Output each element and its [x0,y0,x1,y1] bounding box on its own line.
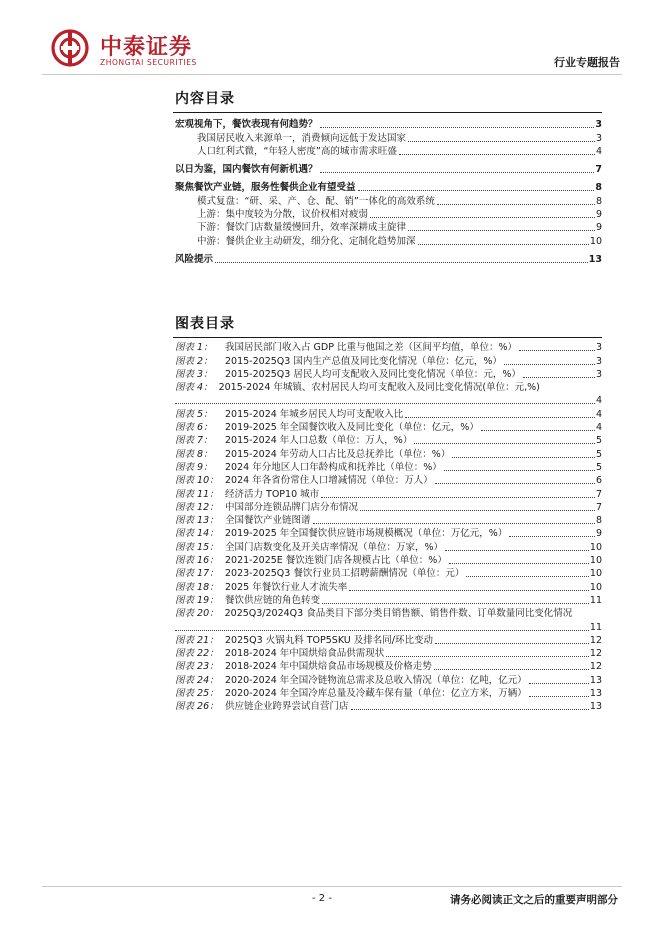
figure-entry-page: 6 [595,475,602,487]
figure-entry-page: 11 [589,621,602,633]
contents-title: 内容目录 [175,91,235,107]
figure-entry-label: 图表 3： [175,368,213,380]
figure-entry-label: 图表 1： [175,342,213,354]
dot-leader [349,590,589,591]
footer-divider [42,886,622,887]
figure-entry-title: 2020-2024 年全国冷库总量及冷藏车保有量（单位：亿立方米，万辆） [225,688,527,700]
figure-entry-title: 2019-2025 年全国餐饮收入及同比变化（单位：亿元，%） [225,422,479,434]
figure-entry-label: 图表 7： [175,435,213,447]
figure-entry-label: 图表 11： [175,488,219,500]
figure-entry-page: 4 [595,422,602,434]
contents-entry-title: 模式复盘：“研、采、产、仓、配、销”一体化的高效系统 [197,195,435,207]
figure-entry[interactable] [175,527,602,540]
contents-entry[interactable] [175,194,602,207]
contents-entry-page: 13 [588,253,602,265]
contents-entry[interactable] [175,208,602,221]
figure-entry[interactable] [175,514,602,527]
figure-entry-title: 2020-2024 年全国冷链物流总需求及总收入情况（单位：亿吨，亿元） [225,674,527,686]
figure-entry-label: 图表 15： [175,541,219,553]
dot-leader [529,683,589,684]
figure-entry[interactable] [175,634,602,647]
figure-entry[interactable] [175,368,602,381]
contents-entry-page: 9 [595,209,602,221]
figure-entry-page: 7 [595,488,602,500]
figure-entry-page: 7 [595,501,602,513]
dot-leader [321,497,595,498]
company-name-cn: 中泰证券 [100,35,193,60]
contents-entry-page: 10 [589,235,602,247]
figure-entry[interactable] [175,461,602,474]
dot-leader [408,141,595,142]
figure-entry-label: 图表 20： [175,607,219,619]
figure-entry[interactable] [175,501,602,514]
dot-leader [449,563,589,564]
figure-entry-title: 全国餐饮产业链图谱 [225,515,311,527]
figure-entry-title: 全国门店数变化及开关店率情况（单位：万家，%） [225,541,444,553]
figure-entry-title: 2015-2024 年劳动人口占比及总抚养比（单位：%） [225,448,451,460]
figure-entry[interactable] [175,567,602,580]
figure-entry-page: 12 [589,634,602,646]
contents-entry[interactable] [175,145,602,158]
figure-entry-title: 2024 年分地区人口年龄构成和抚养比（单位：%） [225,461,442,473]
figure-entry-label: 图表 12： [175,501,219,513]
contents-entry[interactable] [175,131,602,144]
dot-leader [322,603,589,604]
dot-leader [504,364,595,365]
figure-entry[interactable] [175,673,602,686]
figure-entry-page: 13 [589,701,602,713]
figure-entry-title: 2015-2024 年城镇、农村居民人均可支配收入及同比变化情况(单位：元,%) [218,381,540,393]
dot-leader [466,576,589,577]
figure-entry-page: 3 [595,355,602,367]
figure-entry-label: 图表 21： [175,634,219,646]
figure-entry-title: 2015-2024 年人口总数（单位：万人，%） [225,435,413,447]
figure-entry[interactable] [175,421,602,434]
dot-leader [386,656,589,657]
contents-entry-page: 4 [595,145,602,157]
figure-entry-page: 8 [595,515,602,527]
figure-entry[interactable] [175,700,602,713]
company-name-en: ZHONGTAI SECURITIES [100,58,197,67]
contents-entry[interactable] [175,253,602,266]
figure-entry-page: 4 [595,408,602,420]
figure-entry-title: 我国居民部门收入占 GDP 比重与他国之差（区间平均值，单位：%） [225,342,517,354]
contents-entry-title: 上游：集中度较为分散，议价权相对疲弱 [197,209,369,221]
dot-leader [435,643,589,644]
figure-entry-label: 图表 8： [175,448,213,460]
dot-leader [519,350,595,351]
figure-entry-title: 2018-2024 年中国烘焙食品市场规模及价格走势 [225,661,432,673]
figure-entry-label: 图表 25： [175,688,219,700]
contents-title-rule [173,112,602,113]
dot-leader [215,262,588,263]
dot-leader [405,417,595,418]
figure-entry[interactable] [175,660,602,673]
figures-title: 图表目录 [175,316,235,332]
figure-entry-page: 3 [595,368,602,380]
figure-entry-label: 图表 2： [175,355,213,367]
dot-leader [444,470,595,471]
figure-entry-page: 13 [589,674,602,686]
figure-entry-label: 图表 14： [175,528,219,540]
contents-entry-title: 下游：餐饮门店数量缓慢回升，效率深耕成主旋律 [197,222,407,234]
figure-entry[interactable] [175,540,602,553]
figure-entry-title: 2019-2025 年全国餐饮供应链市场规模概况（单位：万亿元，%） [225,528,508,540]
figure-entry-title: 2024 年各省份常住人口增减情况（单位：万人） [225,475,433,487]
figure-entry-label: 图表 5： [175,408,213,420]
figure-entry-line1 [175,381,602,394]
figure-entry-label: 图表 13： [175,515,219,527]
figure-entry-title: 2023-2025Q3 餐饮行业员工招聘薪酬情况（单位：元） [225,568,465,580]
figure-entry-title: 2015-2024 年城乡居民人均可支配收入比 [225,408,404,420]
figure-entry-title: 2018-2024 年中国烘焙食品供需现状 [225,648,385,660]
figure-entry-page: 10 [589,555,602,567]
figure-entry-title: 中国部分连锁品牌门店分布情况 [225,501,359,513]
figure-entry-title: 餐饮供应链的角色转变 [225,594,321,606]
contents-list [175,118,602,266]
figure-entry-label: 图表 4： [175,381,213,393]
figures-list [175,341,602,713]
figure-entry-label: 图表 16： [175,555,219,567]
figure-entry-line2 [175,394,602,407]
figure-entry-line1 [175,607,602,620]
figure-entry[interactable] [175,354,602,367]
dot-leader [358,190,595,191]
dot-leader [418,244,589,245]
figure-entry-title: 2015-2025Q3 国内生产总值及同比变化情况（单位：亿元，%） [225,355,502,367]
dot-leader [414,443,595,444]
dot-leader [320,127,595,128]
figure-entry-page: 10 [589,541,602,553]
page-number: - 2 - [312,893,332,904]
figure-entry[interactable] [175,381,602,408]
contents-entry-page: 3 [595,119,602,131]
figure-entry-label: 图表 6： [175,422,213,434]
figure-entry-title: 2025 年餐饮行业人才流失率 [225,581,348,593]
zhongtai-logo-icon [50,28,90,68]
figure-entry-label: 图表 10： [175,475,219,487]
figure-entry-page: 13 [589,688,602,700]
contents-entry[interactable] [175,181,602,194]
dot-leader [360,510,595,511]
contents-entry-title: 人口红利式微，“年轻人密度”高的城市需求旺盛 [197,145,397,157]
figure-entry-page: 12 [589,661,602,673]
dot-leader [435,483,595,484]
contents-entry-title: 我国居民收入来源单一，消费倾向远低于发达国家 [197,132,407,144]
figure-entry[interactable] [175,407,602,420]
contents-entry[interactable] [175,221,602,234]
contents-entry-title: 风险提示 [175,253,214,265]
disclaimer-text: 请务必阅读正文之后的重要声明部分 [450,894,618,906]
page-header [42,28,622,74]
figure-entry-label: 图表 9： [175,461,213,473]
figure-entry-label: 图表 23： [175,661,219,673]
figure-entry[interactable] [175,687,602,700]
figure-entry-label: 图表 17： [175,568,219,580]
figure-entry[interactable] [175,607,602,634]
contents-entry-page: 7 [595,164,602,176]
figure-entry-title: 2025Q3/2024Q3 食品类目下部分类目销售额、销售件数、订单数量同比变化情况 [224,607,573,619]
contents-entry-page: 8 [595,182,602,194]
figure-entry-line2 [175,620,602,633]
figure-entry-title: 经济活力 TOP10 城市 [225,488,320,500]
contents-entry-title: 以日为鉴，国内餐饮有何新机遇？ [175,164,318,176]
contents-entry[interactable] [175,234,602,247]
dot-leader [437,204,595,205]
figure-entry-page: 12 [589,648,602,660]
figure-entry-title: 2015-2025Q3 居民人均可支配收入及同比变化情况（单位：元，%） [225,368,521,380]
dot-leader [529,696,589,697]
figure-entry-page: 5 [595,435,602,447]
figure-entry-label: 图表 18： [175,581,219,593]
contents-entry[interactable] [175,118,602,131]
dot-leader [509,536,595,537]
dot-leader [452,457,595,458]
figure-entry-title: 供应链企业跨界尝试自营门店 [225,701,349,713]
figure-entry-page: 5 [595,461,602,473]
figure-entry[interactable] [175,474,602,487]
contents-entry-page: 9 [595,222,602,234]
dot-leader [399,154,595,155]
figure-entry-label: 图表 22： [175,648,219,660]
figure-entry[interactable] [175,487,602,500]
figure-entry[interactable] [175,594,602,607]
figure-entry-title: 2021-2025E 餐饮连锁门店各规模占比（单位：%） [225,555,447,567]
dot-leader [523,377,595,378]
figure-entry-page: 10 [589,568,602,580]
figure-entry[interactable] [175,554,602,567]
contents-entry-title: 聚焦餐饮产业链，服务性餐供企业有望受益 [175,182,356,194]
dot-leader [175,630,589,631]
document-type: 行业专题报告 [554,56,620,69]
figure-entry-page: 3 [595,342,602,354]
figure-entry-page: 4 [595,395,602,407]
contents-entry-title: 中游：餐供企业主动研发，细分化、定制化趋势加深 [197,235,416,247]
dot-leader [481,430,595,431]
figure-entry[interactable] [175,447,602,460]
dot-leader [351,709,589,710]
figure-entry-label: 图表 19： [175,594,219,606]
figure-entry-title: 2025Q3 火锅丸料 TOP5SKU 及排名同/环比变动 [225,634,433,646]
contents-entry-page: 8 [595,195,602,207]
dot-leader [445,550,589,551]
dot-leader [434,669,589,670]
figure-entry-page: 9 [595,528,602,540]
figure-entry-page: 11 [589,594,602,606]
figure-entry-label: 图表 24： [175,674,219,686]
figure-entry[interactable] [175,647,602,660]
header-divider [42,74,622,75]
contents-entry-title: 宏观视角下，餐饮表现有何趋势？ [175,119,318,131]
dot-leader [320,172,595,173]
figure-entry-label: 图表 26： [175,701,219,713]
dot-leader [370,217,595,218]
dot-leader [408,230,595,231]
contents-entry[interactable] [175,163,602,176]
figure-entry[interactable] [175,580,602,593]
dot-leader [175,403,595,404]
figure-entry[interactable] [175,434,602,447]
dot-leader [313,523,595,524]
figure-entry[interactable] [175,341,602,354]
figure-entry-page: 10 [589,581,602,593]
contents-entry-page: 3 [595,132,602,144]
figure-entry-page: 5 [595,448,602,460]
figures-title-rule [173,337,602,338]
